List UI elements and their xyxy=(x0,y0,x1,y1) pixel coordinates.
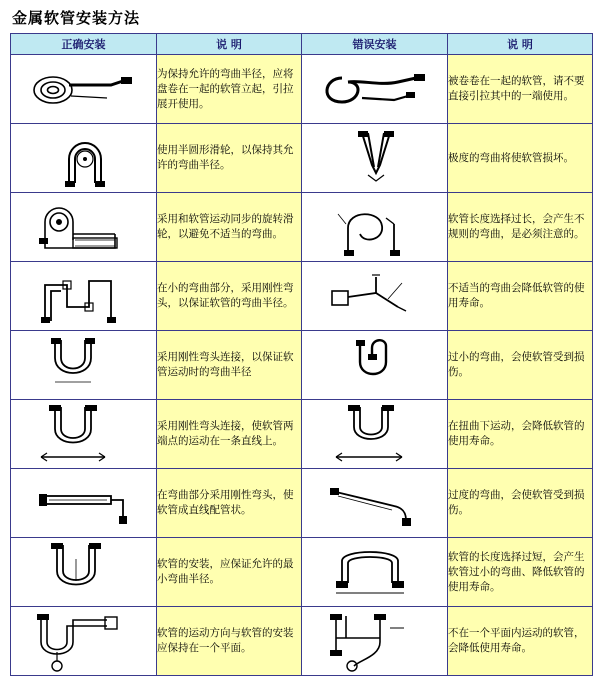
note-correct: 采用和软管运动同步的旋转滑轮，以避免不适当的弯曲。 xyxy=(157,193,302,262)
table-row xyxy=(11,607,593,676)
figure-cell-correct xyxy=(11,331,157,400)
column-header-wrong-install: 错误安装 xyxy=(302,34,448,55)
improper-bend-shortens-life-icon xyxy=(302,263,445,329)
table-header xyxy=(11,34,593,55)
figure-cell-correct xyxy=(11,55,157,124)
table-row xyxy=(11,469,593,538)
rigid-elbow-straight-piping-icon xyxy=(11,470,154,536)
sharp-v-bend-no-pulley-icon xyxy=(302,125,445,191)
note-correct: 软管的安装，应保证允许的最小弯曲半径。 xyxy=(157,538,302,607)
synchronized-rotating-pulley-chain-icon xyxy=(11,194,154,260)
excess-length-irregular-bend-icon xyxy=(302,194,445,260)
figure-cell-wrong xyxy=(302,400,448,469)
excess-length-small-bend-icon xyxy=(302,539,445,605)
column-header-correct-install: 正确安装 xyxy=(11,34,157,55)
note-correct: 使用半圆形滑轮，以保持其允许的弯曲半径。 xyxy=(157,124,302,193)
table-row xyxy=(11,331,593,400)
figure-cell-correct xyxy=(11,124,157,193)
figure-cell-correct xyxy=(11,400,157,469)
column-header-correct-note: 说 明 xyxy=(157,34,302,55)
table-body xyxy=(11,55,593,676)
rigid-elbow-connection-u-loop-icon xyxy=(11,332,154,398)
rigid-bend-small-radius-section-icon xyxy=(11,263,154,329)
table-row xyxy=(11,538,593,607)
note-correct: 软管的运动方向与软管的安装应保持在一个平面。 xyxy=(157,607,302,676)
note-wrong: 过度的弯曲，会使软管受到损伤。 xyxy=(448,469,593,538)
minimum-bend-radius-install-icon xyxy=(11,539,154,605)
figure-cell-correct xyxy=(11,607,157,676)
figure-cell-wrong xyxy=(302,193,448,262)
figure-cell-correct xyxy=(11,538,157,607)
figure-cell-wrong xyxy=(302,607,448,676)
twisting-motion-reduces-life-icon xyxy=(302,401,445,467)
installation-methods-table xyxy=(10,33,593,676)
table-row xyxy=(11,400,593,469)
figure-cell-correct xyxy=(11,262,157,331)
coiled-hose-flat-reel-icon xyxy=(11,56,154,122)
table-header-row xyxy=(11,34,593,55)
figure-cell-wrong xyxy=(302,55,448,124)
figure-cell-wrong xyxy=(302,262,448,331)
table-row xyxy=(11,55,593,124)
column-header-wrong-note: 说 明 xyxy=(448,34,593,55)
page-title: 金属软管安装方法 xyxy=(12,9,141,27)
note-correct: 在弯曲部分采用刚性弯头，使软管成直线配管状。 xyxy=(157,469,302,538)
figure-cell-correct xyxy=(11,469,157,538)
note-correct: 采用刚性弯头连接，以保证软管运动时的弯曲半径 xyxy=(157,331,302,400)
note-wrong: 软管的长度选择过短，会产生软管过小的弯曲、降低软管的使用寿命。 xyxy=(448,538,593,607)
figure-cell-wrong xyxy=(302,124,448,193)
note-wrong: 被卷卷在一起的软管，请不要直接引拉其中的一端使用。 xyxy=(448,55,593,124)
note-wrong: 极度的弯曲将使软管损坏。 xyxy=(448,124,593,193)
rigid-elbow-straight-line-motion-icon xyxy=(11,401,154,467)
note-correct: 采用刚性弯头连接，使软管两端点的运动在一条直线上。 xyxy=(157,400,302,469)
note-wrong: 不适当的弯曲会降低软管的使用寿命。 xyxy=(448,262,593,331)
note-wrong: 不在一个平面内运动的软管，会降低使用寿命。 xyxy=(448,607,593,676)
too-small-bend-damage-icon xyxy=(302,332,445,398)
table-row xyxy=(11,262,593,331)
note-correct: 在小的弯曲部分，采用刚性弯头，以保证软管的弯曲半径。 xyxy=(157,262,302,331)
motion-out-of-plane-icon xyxy=(302,608,445,674)
figure-cell-wrong xyxy=(302,538,448,607)
note-correct: 为保持允许的弯曲半径，应将盘卷在一起的软管立起，引拉展开使用。 xyxy=(157,55,302,124)
figure-cell-wrong xyxy=(302,331,448,400)
figure-cell-correct xyxy=(11,193,157,262)
note-wrong: 软管长度选择过长，会产生不规则的弯曲，是必须注意的。 xyxy=(448,193,593,262)
figure-cell-wrong xyxy=(302,469,448,538)
motion-direction-same-plane-icon xyxy=(11,608,154,674)
semicircular-pulley-loop-icon xyxy=(11,125,154,191)
note-wrong: 过小的弯曲，会使软管受到损伤。 xyxy=(448,331,593,400)
table-row xyxy=(11,124,593,193)
note-wrong: 在扭曲下运动，会降低软管的使用寿命。 xyxy=(448,400,593,469)
table-row xyxy=(11,193,593,262)
coiled-hose-pulled-one-end-icon xyxy=(302,56,445,122)
excessive-bend-damage-icon xyxy=(302,470,445,536)
